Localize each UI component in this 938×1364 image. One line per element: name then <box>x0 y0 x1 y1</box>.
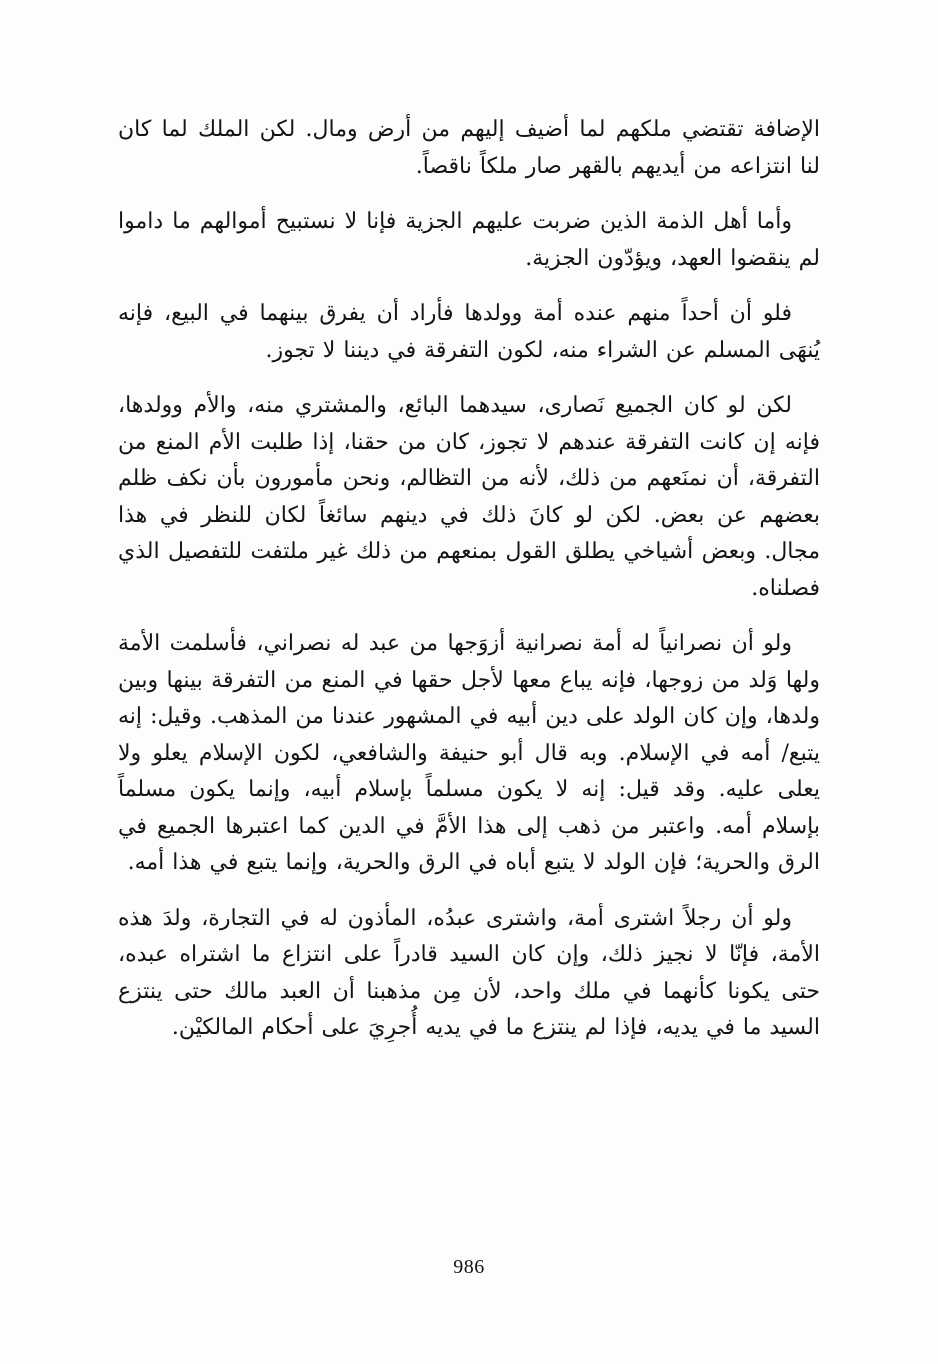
paragraph: لكن لو كان الجميع نَصارى، سيدهما البائع، والمشتري منه، والأم وولدها، فإنه إن كانت التفرقة عندهم لا تجوز، كان من حقنا، إذا طلبت الأم المنع من التفرقة، أن نمنَعهم من ذلك، لأنه من التظالم، ونحن مأمورون بأن نكف ظلم بعضهم عن بعض. لكن لو كانَ ذلك في دينهم سائغاً لكان للنظر في هذا مجال. وبعض أشياخي يطلق القول بمنعهم من ذلك غير ملتفت للتفصيل الذي فصلناه. <box>118 393 820 601</box>
paragraph: فلو أن أحداً منهم عنده أمة وولدها فأراد أن يفرق بينهما في البيع، فإنه يُنهَى المسلم عن الشراء منه، لكون التفرقة في ديننا لا تجوز. <box>118 301 820 363</box>
paragraph: وأما أهل الذمة الذين ضربت عليهم الجزية فإنا لا نستبيح أموالهم ما داموا لم ينقضوا العهد، ويؤدّون الجزية. <box>118 209 820 271</box>
page-number: 986 <box>453 1256 485 1278</box>
body-text <box>118 112 820 1066</box>
paragraph: ولو أن نصرانياً له أمة نصرانية أزوَجها من عبد له نصراني، فأسلمت الأمة ولها وَلد من زوجها، فإنه يباع معها لأجل حقها في المنع من التفرقة بينها وبين ولدها، وإن كان الولد على دين أبيه في المشهور عندنا من المذهب. وقيل: إنه يتبع/ أمه في الإسلام. وبه قال أبو حنيفة والشافعي، لكون الإسلام يعلو ولا يعلى عليه. وقد قيل: إنه لا يكون مسلماً بإسلام أبيه، وإنما يكون مسلماً بإسلام أمه. واعتبر من ذهب إلى هذا الأمَّ في الدين كما اعتبرها الجميع في الرق والحرية؛ فإن الولد لا يتبع أباه في الرق والحرية، وإنما يتبع في هذا أمه. <box>118 631 820 875</box>
paragraph: الإضافة تقتضي ملكهم لما أضيف إليهم من أرض ومال. لكن الملك لما كان لنا انتزاعه من أيديهم بالقهر صار ملكاً ناقصاً. <box>118 117 820 179</box>
paragraph: ولو أن رجلاً اشترى أمة، واشترى عبدُه، المأذون له في التجارة، ولدَ هذه الأمة، فإنّا لا نجيز ذلك، وإن كان السيد قادراً على انتزاع ما اشتراه عبده، حتى يكونا كأنهما في ملك واحد، لأن مِن مذهبنا أن العبد مالك حتى ينتزع السيد ما في يديه، فإذا لم ينتزع ما في يديه أُجرِيَ على أحكام المالكيْن. <box>118 905 820 1040</box>
